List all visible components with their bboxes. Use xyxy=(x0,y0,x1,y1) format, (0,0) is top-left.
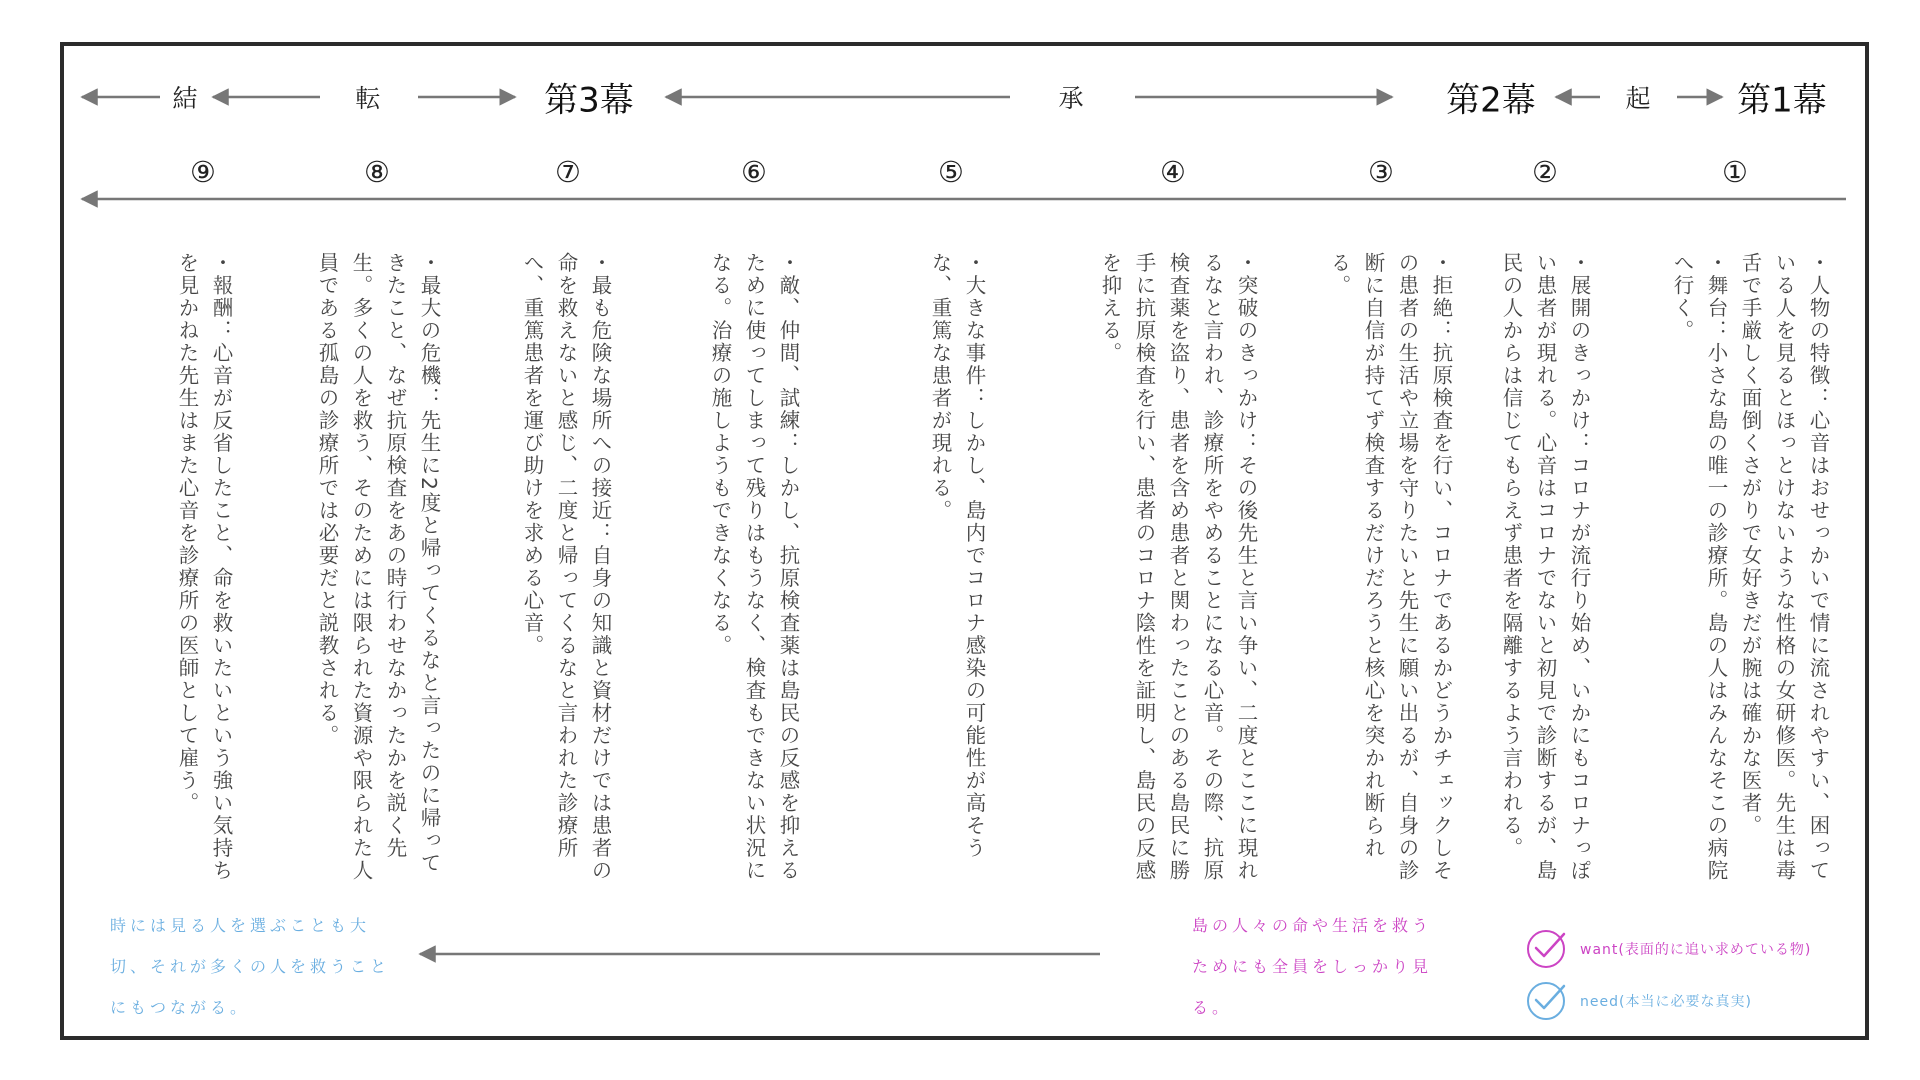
beat-text-2: ・展開のきっかけ：コロナが流行り始め、いかにもコロナっぽい患者が現れる。心音はコロナでないと初見で診断するが、島民の人からは信じてもらえず患者を隔離するよう言われる。 xyxy=(1499,252,1591,882)
beat-text-3: ・拒絶：抗原検査を行い、コロナであるかどうかチェックしその患者の生活や立場を守りたいと先生に願い出るが、自身の診断に自信が持てず検査するだけだろうと核心を突かれ断られる。 xyxy=(1327,252,1453,882)
beat-text-4: ・突破のきっかけ：その後先生と言い争い、二度とここに現れるなと言われ、診療所をやめることになる心音。その際、抗原検査薬を盗り、患者を含め患者と関わったことのある島民に勝手に抗原検査を行い、患者のコロナ陰性を証明し、島民の反感を抑える。 xyxy=(1098,252,1258,882)
beat-text-8: ・最大の危機：先生に2度と帰ってくるなと言ったのに帰ってきたこと、なぜ抗原検査をあの時行わせなかったかを説く先生。多くの人を救う、そのためには限られた資源や限られた人員である孤島の診療所では必要だと説教される。 xyxy=(315,252,441,882)
beat-number-7: ⑦ xyxy=(555,155,581,189)
beat-number-8: ⑧ xyxy=(364,155,390,189)
sho-label: 承 xyxy=(1058,84,1084,113)
act1-label: 第1幕 xyxy=(1737,80,1827,121)
want-theme-text: 島の人々の命や生活を救うためにも全員をしっかり見る。 xyxy=(1192,916,1433,1017)
beat-text-5: ・大きな事件：しかし、島内でコロナ感染の可能性が高そうな、重篤な患者が現れる。 xyxy=(928,252,986,860)
beat-number-9: ⑨ xyxy=(190,155,216,189)
act2-label: 第2幕 xyxy=(1446,80,1536,121)
beat-number-5: ⑤ xyxy=(938,155,964,189)
check-circle-icon-want xyxy=(1524,927,1568,971)
beat-number-6: ⑥ xyxy=(741,155,767,189)
ketsu-label: 結 xyxy=(172,84,198,113)
legend-need xyxy=(1524,979,1752,1023)
need-theme-text: 時には見る人を選ぶことも大切、それが多くの人を救うことにもつながる。 xyxy=(110,916,391,1017)
legend-want-label: want(表面的に追い求めている物) xyxy=(1580,942,1812,958)
beat-text-9: ・報酬：心音が反省したこと、命を救いたいという強い気持ちを見かねた先生はまた心音を診療所の医師として雇う。 xyxy=(175,252,233,882)
beat-number-2: ② xyxy=(1532,155,1558,189)
check-circle-icon-need xyxy=(1524,979,1568,1023)
beat-number-4: ④ xyxy=(1160,155,1186,189)
ki-label: 起 xyxy=(1625,84,1651,113)
ten-label: 転 xyxy=(355,84,381,113)
legend-want xyxy=(1524,927,1811,971)
beat-text-1: ・人物の特徴：心音はおせっかいで情に流されやすい、困っている人を見るとほっとけないような性格の女研修医。先生は毒舌で手厳しく面倒くさがりで女好きだが腕は確かな医者。 ・舞台：小さな島の唯一の診療所。島の人はみんなそこの病院へ行く。 xyxy=(1670,252,1830,882)
act3-label: 第3幕 xyxy=(544,80,634,121)
legend-need-label: need(本当に必要な真実) xyxy=(1580,994,1752,1010)
beat-number-3: ③ xyxy=(1368,155,1394,189)
beat-text-7: ・最も危険な場所への接近：自身の知識と資材だけでは患者の命を救えないと感じ、二度と帰ってくるなと言われた診療所へ、重篤患者を運び助けを求める心音。 xyxy=(520,252,612,882)
beat-number-1: ① xyxy=(1722,155,1748,189)
beat-text-6: ・敵、仲間、試練：しかし、抗原検査薬は島民の反感を抑えるために使ってしまって残りはもうなく、検査もできない状況になる。治療の施しようもできなくなる。 xyxy=(708,252,800,882)
